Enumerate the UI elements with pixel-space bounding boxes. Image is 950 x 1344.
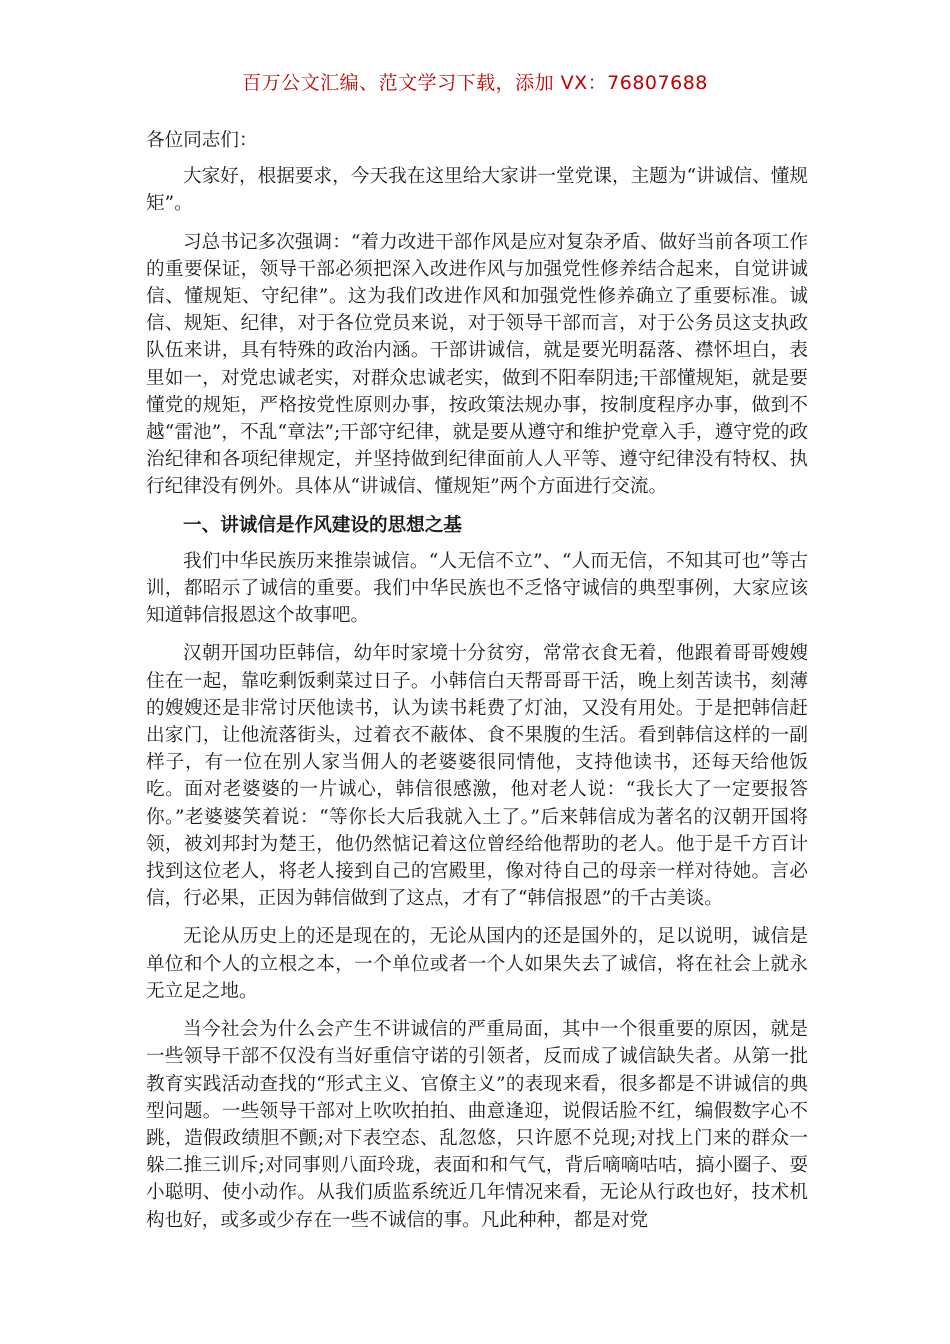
- body-paragraph: 我们中华民族历来推崇诚信。“人无信不立”、“人而无信，不知其可也”等古训，都昭示了诚信的重要。我们中华民族也不乏恪守诚信的典型事例，大家应该知道韩信报恩这个故事吧。: [146, 550, 808, 627]
- salutation: 各位同志们：: [146, 130, 258, 151]
- document-body: [146, 127, 808, 1245]
- body-paragraph: 无论从历史上的还是现在的，无论从国内的还是国外的，足以说明，诚信是单位和个人的立根之本，一个单位或者一个人如果失去了诚信，将在社会上就永无立足之地。: [146, 926, 808, 1002]
- promo-header: 百万公文汇编、范文学习下载，添加 VX：76807688: [242, 72, 708, 94]
- quote-paragraph: 习总书记多次强调：“着力改进干部作风是应对复杂矛盾、做好当前各项工作的重要保证，领导干部必须把深入改进作风与加强党性修养结合起来，自觉讲诚信、懂规矩、守纪律”。这为我们改进作风和加强党性修养确立了重要标准。诚信、规矩、纪律，对于各位党员来说，对于领导干部而言，对于公务员这支执政队伍来讲，具有特殊的政治内涵。干部讲诚信，就是要光明磊落、襟怀坦白，表里如一，对党忠诚老实，对群众忠诚老实，做到不阳奉阴违;干部懂规矩，就是要懂党的规矩，严格按党性原则办事，按政策法规办事，按制度程序办事，做到不越“雷池”，不乱“章法”;干部守纪律，就是要从遵守和维护党章入手，遵守党的政治纪律和各项纪律规定，并坚持做到纪律面前人人平等、遵守纪律没有特权、执行纪律没有例外。具体从“讲诚信、懂规矩”两个方面进行交流。: [146, 231, 808, 498]
- body-paragraph: 当今社会为什么会产生不讲诚信的严重局面，其中一个很重要的原因，就是一些领导干部不仅没有当好重信守诺的引领者，反而成了诚信缺失者。从第一批教育实践活动查找的“形式主义、官僚主义”的表现来看，很多都是不讲诚信的典型问题。一些领导干部对上吹吹拍拍、曲意逢迎，说假话脸不红，编假数字心不跳，造假政绩胆不颤;对下表空态、乱忽悠，只许愿不兑现;对找上门来的群众一躲二推三训斥;对同事则八面玲珑，表面和和气气，背后嘀嘀咕咕，搞小圈子、耍小聪明、使小动作。从我们质监系统近几年情况来看，无论从行政也好，技术机构也好，或多或少存在一些不诚信的事。凡此种种，都是对党: [146, 1019, 808, 1231]
- intro-paragraph: 大家好，根据要求，今天我在这里给大家讲一堂党课，主题为“讲诚信、懂规矩”。: [146, 166, 808, 215]
- story-paragraph: 汉朝开国功臣韩信，幼年时家境十分贫穷，常常衣食无着，他跟着哥哥嫂嫂住在一起，靠吃剩饭剩菜过日子。小韩信白天帮哥哥干活，晚上刻苦读书，刻薄的嫂嫂还是非常讨厌他读书，认为读书耗费了灯油，又没有用处。于是把韩信赶出家门，让他流落街头，过着衣不蔽体、食不果腹的生活。看到韩信这样的一副样子，有一位在别人家当佣人的老婆婆很同情他，支持他读书，还每天给他饭吃。面对老婆婆的一片诚心，韩信很感激，他对老人说：“我长大了一定要报答你。”老婆婆笑着说：“等你长大后我就入土了。”后来韩信成为著名的汉朝开国将领，被刘邦封为楚王，他仍然惦记着这位曾经给他帮助的老人。他于是千方百计找到这位老人，将老人接到自己的宫殿里，像对待自己的母亲一样对待她。言必信，行必果，正因为韩信做到了这点，才有了“韩信报恩”的千古美谈。: [146, 643, 808, 910]
- section-heading: 一、讲诚信是作风建设的思想之基: [183, 514, 462, 536]
